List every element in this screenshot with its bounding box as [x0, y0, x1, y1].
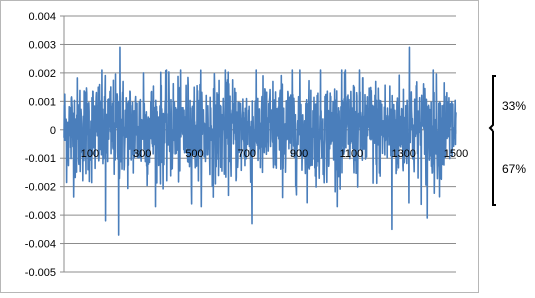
upper-bracket-label: 33% [502, 99, 527, 113]
lower-bracket-shape [493, 131, 496, 205]
x-tick-label: 1500 [443, 147, 469, 160]
lower-bracket [493, 131, 526, 205]
y-tick-label: -0.005 [24, 267, 56, 279]
x-tick-label: 1100 [339, 147, 364, 160]
y-tick-labels [25, 11, 56, 279]
lower-bracket-label: 67% [502, 162, 527, 176]
y-tick-label: -0.002 [24, 181, 56, 194]
y-tick-label: -0.004 [24, 238, 56, 251]
y-tick-label: 0 [49, 124, 56, 137]
x-tick-label: 500 [185, 147, 204, 160]
upper-bracket [490, 76, 526, 131]
x-tick-label: 900 [289, 147, 309, 160]
series-group [64, 47, 456, 235]
data-series-line [64, 47, 456, 235]
y-tick-label: 0.004 [28, 11, 56, 23]
x-tick-label: 100 [80, 147, 100, 160]
y-tick-label: -0.003 [24, 210, 56, 223]
y-tick-label: 0.003 [28, 39, 56, 52]
upper-bracket-shape [490, 76, 496, 131]
x-tick-label: 1300 [391, 147, 416, 160]
y-tick-label: -0.001 [24, 153, 56, 166]
x-tick-label: 300 [133, 147, 152, 160]
x-tick-label: 700 [237, 147, 256, 160]
y-tick-label: 0.001 [28, 96, 56, 109]
y-tick-label: 0.002 [28, 67, 56, 80]
